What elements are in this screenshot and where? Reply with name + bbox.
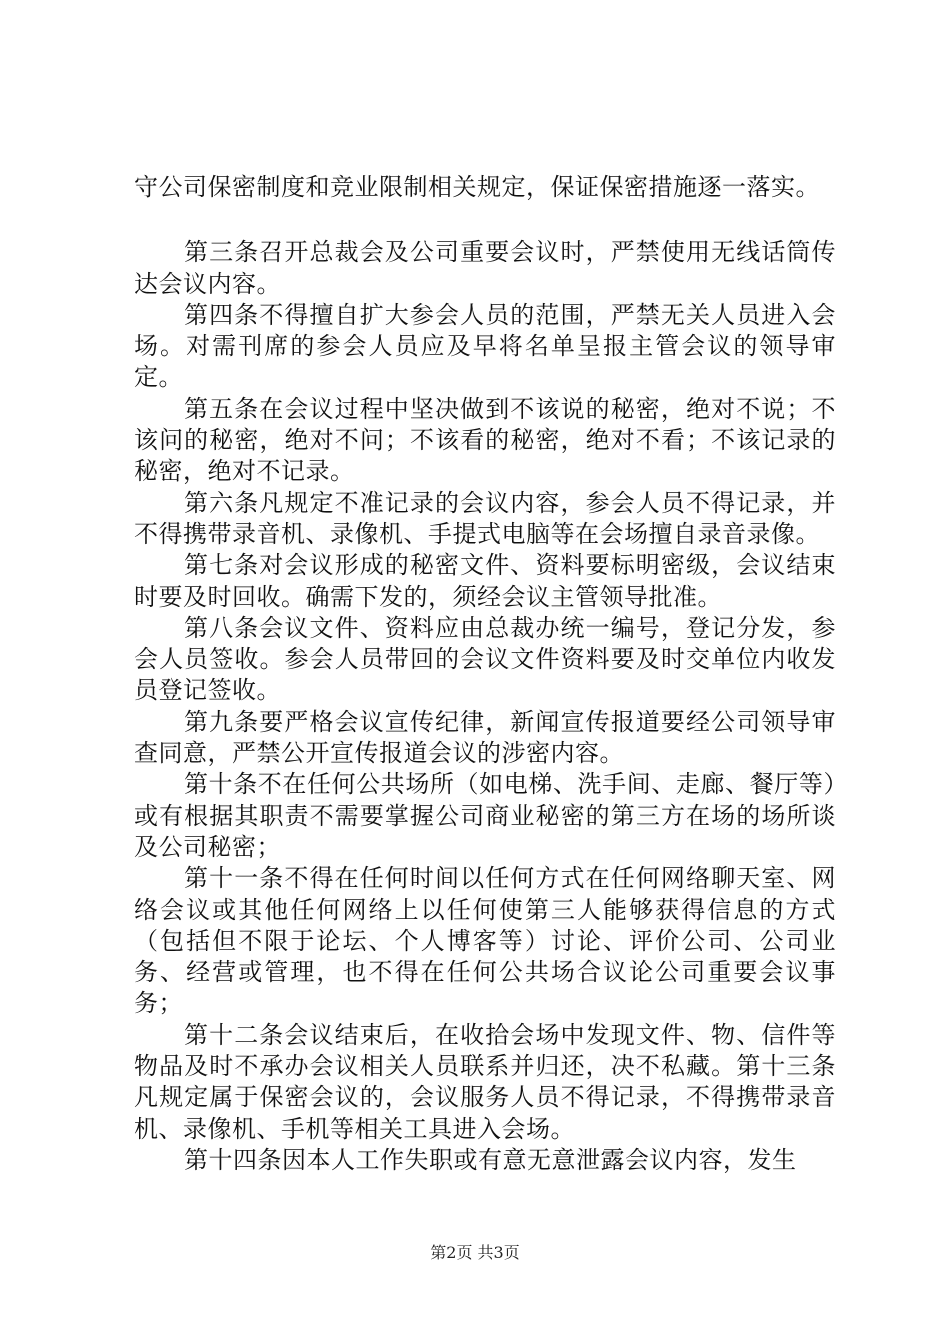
paragraph-article-11: 第十一条不得在任何时间以任何方式在任何网络聊天室、网络会议或其他任何网络上以任何使第三人能够获得信息的方式（包括但不限于论坛、个人博客等）讨论、评价公司、公司业务、经营或管理，也不得在任何公共场合议论公司重要会议事务； [134, 864, 836, 1018]
paragraph-article-5: 第五条在会议过程中坚决做到不该说的秘密，绝对不说；不该问的秘密，绝对不问；不该看的秘密，绝对不看；不该记录的秘密，绝对不记录。 [134, 394, 836, 486]
paragraph-article-3: 第三条召开总裁会及公司重要会议时，严禁使用无线话筒传达会议内容。 [134, 238, 836, 298]
paragraph-article-4: 第四条不得擅自扩大参会人员的范围，严禁无关人员进入会场。对需刊席的参会人员应及早将名单呈报主管会议的领导审定。 [134, 300, 836, 392]
paragraph-article-6: 第六条凡规定不准记录的会议内容，参会人员不得记录，并不得携带录音机、录像机、手提式电脑等在会场擅自录音录像。 [134, 488, 836, 548]
paragraph-article-9: 第九条要严格会议宣传纪律，新闻宣传报道要经公司领导审查同意，严禁公开宣传报道会议的涉密内容。 [134, 707, 836, 768]
page-number-footer: 第2页 共3页 [430, 1243, 520, 1262]
paragraph-article-14: 第十四条因本人工作失职或有意无意泄露会议内容，发生 [184, 1145, 797, 1174]
paragraph-article-10: 第十条不在任何公共场所（如电梯、洗手间、走廊、餐厅等）或有根据其职责不需要掌握公司商业秘密的第三方在场的场所谈及公司秘密； [134, 770, 836, 861]
paragraph-article-8: 第八条会议文件、资料应由总裁办统一编号，登记分发，参会人员签收。参会人员带回的会议文件资料要及时交单位内收发员登记签收。 [134, 613, 836, 705]
document-body [134, 172, 836, 1176]
paragraph-article-7: 第七条对会议形成的秘密文件、资料要标明密级，会议结束时要及时回收。确需下发的，须经会议主管领导批准。 [134, 551, 836, 611]
paragraph-continuation: 守公司保密制度和竞业限制相关规定，保证保密措施逐一落实。 [134, 173, 820, 201]
paragraph-article-12: 第十二条会议结束后，在收拾会场中发现文件、物、信件等物品及时不承办会议相关人员联系并归还，决不私藏。第十三条凡规定属于保密会议的，会议服务人员不得记录，不得携带录音机、录像机、手机等相关工具进入会场。 [134, 1020, 836, 1143]
